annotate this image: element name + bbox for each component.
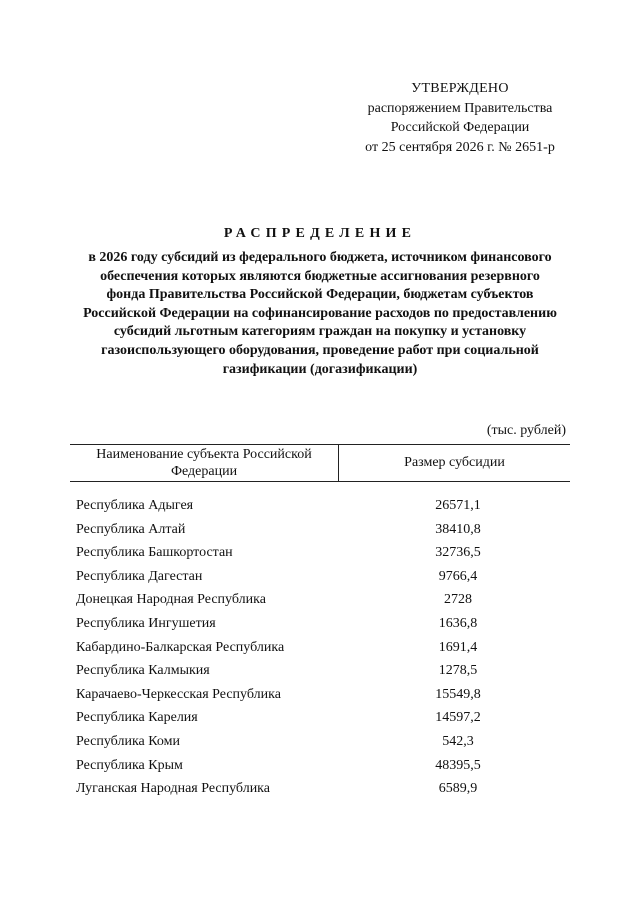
region-name: Республика Крым xyxy=(76,757,183,773)
region-name: Республика Башкортостан xyxy=(76,545,233,561)
approval-line-1: распоряжением Правительства xyxy=(367,100,553,116)
region-name: Республика Алтай xyxy=(76,521,186,537)
table-row xyxy=(0,638,640,662)
subsidy-value: 1636,8 xyxy=(438,615,478,631)
subsidy-value: 26571,1 xyxy=(435,498,481,513)
approval-heading: УТВЕРЖДЕНО xyxy=(411,81,509,96)
table-row xyxy=(0,732,640,756)
subsidy-value: 1278,5 xyxy=(438,663,478,679)
table-row xyxy=(0,590,640,614)
header-region-name: Наименование субъекта Российской Федерации xyxy=(70,445,339,481)
document-title: РАСПРЕДЕЛЕНИЕ xyxy=(223,226,417,241)
units-label: (тыс. рублей) xyxy=(486,423,566,438)
approval-line-2: Российской Федерации xyxy=(390,120,530,135)
table-row xyxy=(0,756,640,780)
subsidy-value: 15549,8 xyxy=(435,686,481,702)
region-name: Республика Ингушетия xyxy=(76,615,216,631)
table-row xyxy=(0,661,640,685)
subsidy-value: 38410,8 xyxy=(435,521,481,537)
region-name: Луганская Народная Республика xyxy=(76,781,270,797)
region-name: Республика Карелия xyxy=(76,710,198,726)
table-row xyxy=(0,567,640,591)
subsidy-value: 48395,5 xyxy=(435,757,481,773)
approval-stamp xyxy=(340,79,580,157)
table-row xyxy=(0,496,640,520)
subsidy-value: 14597,2 xyxy=(435,710,481,726)
table-row xyxy=(0,520,640,544)
table-header xyxy=(70,444,570,482)
document-subtitle: в 2026 году субсидий из федерального бюджета, источником финансового обеспечения которых являются бюджетные ассигнования резервного фонда Правительства Российской Федерации, бюджетам субъектов Российской Федерации на софинансирование расходов по предоставлению субсидий льготным категориям граждан на покупку и установку газоиспользующего оборудования, проведение работ при социальной газификации (догазификации) xyxy=(83,250,557,377)
table-row xyxy=(0,543,640,567)
region-name: Республика Калмыкия xyxy=(76,663,210,679)
region-name: Карачаево-Черкесская Республика xyxy=(76,686,281,702)
table-body xyxy=(0,496,640,803)
region-name: Донецкая Народная Республика xyxy=(76,592,266,608)
table-row xyxy=(0,708,640,732)
subsidy-value: 6589,9 xyxy=(438,781,478,797)
table-row xyxy=(0,779,640,803)
region-name: Республика Коми xyxy=(76,733,180,749)
subsidy-value: 32736,5 xyxy=(435,545,481,561)
subsidy-value: 9766,4 xyxy=(438,568,478,584)
header-subsidy-amount: Размер субсидии xyxy=(404,455,505,470)
subsidy-value: 2728 xyxy=(444,592,472,608)
region-name: Республика Дагестан xyxy=(76,568,203,584)
approval-line-3: от 25 сентября 2026 г. № 2651-р xyxy=(365,139,555,155)
region-name: Кабардино-Балкарская Республика xyxy=(76,639,285,655)
subsidy-value: 1691,4 xyxy=(438,639,478,655)
subsidy-value: 542,3 xyxy=(442,733,474,749)
table-row xyxy=(0,614,640,638)
table-row xyxy=(0,685,640,709)
region-name: Республика Адыгея xyxy=(76,498,194,513)
